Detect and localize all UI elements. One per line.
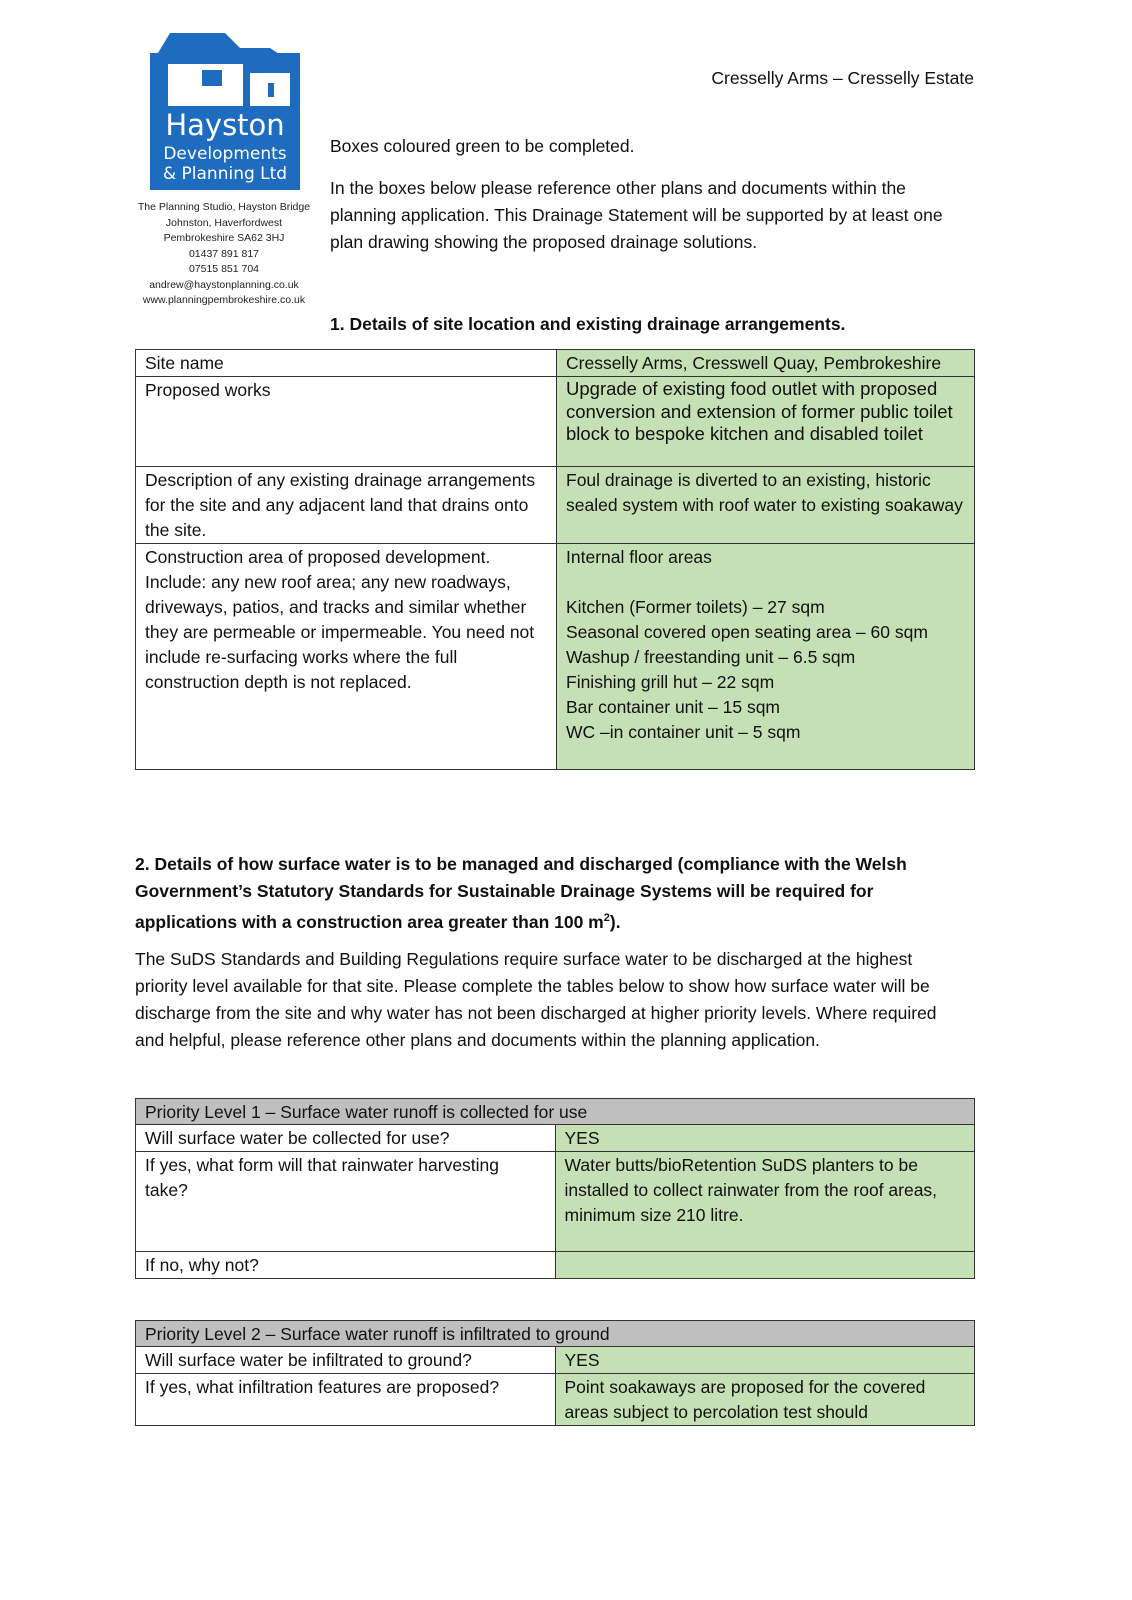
section1-heading: 1. Details of site location and existing drainage arrangements. bbox=[330, 314, 846, 334]
label: If yes, what form will that rainwater harvesting take? bbox=[136, 1152, 556, 1252]
priority1-table bbox=[135, 1098, 975, 1279]
area-line: Kitchen (Former toilets) – 27 sqm bbox=[566, 597, 825, 617]
label: Proposed works bbox=[136, 377, 557, 467]
site-name-value: Cresselly Arms, Cresswell Quay, Pembrokeshire bbox=[557, 350, 975, 377]
svg-text:Developments: Developments bbox=[163, 144, 287, 164]
phone: 01437 891 817 bbox=[188, 247, 260, 260]
label: Will surface water be collected for use? bbox=[136, 1125, 556, 1152]
svg-text:Hayston: Hayston bbox=[165, 108, 285, 142]
label: If no, why not? bbox=[136, 1252, 556, 1279]
section2-paragraph: The SuDS Standards and Building Regulations require surface water to be discharged at the highest priority level available for that site. Please complete the tables below to show how surface water will be discharge from the site and why water has not been discharged at higher priority levels. Where required and helpful, please reference other plans and documents within the planning application. bbox=[135, 949, 937, 1050]
area-line: Washup / freestanding unit – 6.5 sqm bbox=[566, 647, 856, 667]
priority1-title: Priority Level 1 – Surface water runoff is collected for use bbox=[136, 1099, 975, 1125]
why-not-value bbox=[555, 1252, 975, 1279]
label: Description of any existing drainage arrangements for the site and any adjacent land that drains onto the site. bbox=[136, 467, 557, 544]
section2-heading: 2. Details of how surface water is to be managed and discharged (compliance with the Welsh Government’s Statutory Standards for Sustainable Drainage Systems will be required for applications with a construction area greater than 100 $m^2$). bbox=[135, 854, 907, 932]
value-title: Internal floor areas bbox=[566, 547, 712, 567]
address-line: Johnston, Haverfordwest bbox=[165, 216, 283, 229]
site-details-table bbox=[135, 349, 975, 770]
area-line: WC –in container unit – 5 sqm bbox=[566, 722, 801, 742]
harvesting-value: Water butts/bioRetention SuDS planters to be installed to collect rainwater from the roof areas, minimum size 210 litre. bbox=[555, 1152, 975, 1252]
infiltration-features-value: Point soakaways are proposed for the covered areas subject to percolation test should bbox=[555, 1374, 975, 1426]
email: andrew@haystonplanning.co.uk bbox=[149, 278, 299, 291]
construction-area-value bbox=[557, 544, 975, 770]
intro-paragraph: In the boxes below please reference other plans and documents within the planning application. This Drainage Statement will be supported by at least one plan drawing showing the proposed drainage solutions. bbox=[330, 178, 943, 252]
company-logo bbox=[150, 28, 300, 190]
label: Construction area of proposed development. Include: any new roof area; any new roadways, driveways, patios, and tracks and similar whether they are permeable or impermeable. You need not include re-surfacing works where the full construction depth is not replaced. bbox=[136, 544, 557, 770]
address-line: Pembrokeshire SA62 3HJ bbox=[163, 232, 285, 244]
proposed-works-value: Upgrade of existing food outlet with proposed conversion and extension of former public toilet block to bespoke kitchen and disabled toilet bbox=[557, 377, 975, 467]
svg-text:& Planning Ltd: & Planning Ltd bbox=[162, 164, 288, 184]
intro-note: Boxes coloured green to be completed. bbox=[330, 136, 635, 156]
mobile: 07515 851 704 bbox=[188, 263, 260, 275]
area-line: Finishing grill hut – 22 sqm bbox=[566, 672, 775, 692]
company-address bbox=[133, 200, 315, 309]
running-header: Cresselly Arms – Cresselly Estate bbox=[711, 68, 974, 88]
infiltrated-value: YES bbox=[555, 1347, 975, 1374]
label: If yes, what infiltration features are proposed? bbox=[136, 1374, 556, 1426]
area-line: Bar container unit – 15 sqm bbox=[566, 697, 781, 717]
collected-value: YES bbox=[555, 1125, 975, 1152]
website: www.planningpembrokeshire.co.uk bbox=[142, 294, 306, 306]
label: Will surface water be infiltrated to ground? bbox=[136, 1347, 556, 1374]
area-line: Seasonal covered open seating area – 60 sqm bbox=[566, 622, 928, 642]
label: Site name bbox=[136, 350, 557, 377]
address-line: The Planning Studio, Hayston Bridge bbox=[137, 201, 311, 213]
priority2-title: Priority Level 2 – Surface water runoff is infiltrated to ground bbox=[136, 1321, 975, 1347]
priority2-table bbox=[135, 1320, 975, 1426]
existing-drainage-value: Foul drainage is diverted to an existing, historic sealed system with roof water to existing soakaway bbox=[557, 467, 975, 544]
